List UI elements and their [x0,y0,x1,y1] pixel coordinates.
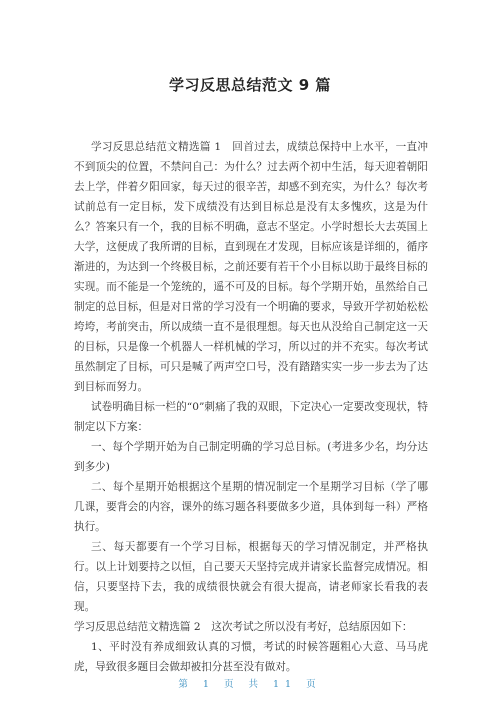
paragraph-4: 二、每个星期开始根据这个星期的情况制定一个星期学习目标（学了哪几课，要背会的内容，课外的练习题各科要做多少道，具体到每一科）严格执行。 [74,481,428,533]
paragraph-2: 试卷明确目标一栏的“0”刺痛了我的双眼，下定决心一定要改变现状，特制定以下方案： [74,401,428,433]
paragraph-6: 学习反思总结范文精选篇 2 这次考试之所以没有考好，总结原因如下： [74,621,413,633]
footer-middle: 页 共 [223,679,264,690]
document-body [74,137,428,677]
page-footer [0,676,500,690]
footer-total-pages: 11 [273,679,298,690]
paragraph-1: 学习反思总结范文精选篇 1 回首过去，成绩总保持中上水平，一直冲不到顶尖的位置，不禁问自己：为什么？过去两个初中生活，每天迎着朝阳去上学，伴着夕阳回家，每天过的很辛苦，却感不到充实，为什么？每次考试前总有一定目标，发下成绩没有达到目标总是没有太多愧疚，这是为什么？答案只有一个，我的目标不明确，意志不坚定。小学时想长大去英国上大学，这便成了我所谓的目标，直到现在才发现，目标应该是详细的，循序渐进的，为达到一个终极目标，之前还要有若干个小目标以助于最终目标的实现。而不能是一个笼统的，遥不可及的目标。每个学期开始，虽然给自己制定的总目标，但是对日常的学习没有一个明确的要求，导致开学初始松松垮垮，考前突击，所以成绩一直不是很理想。每天也从没给自己制定这一天的目标，只是像一个机器人一样机械的学习，所以过的并不充实。每次考试虽然制定了目标，可只是喊了两声空口号，没有踏踏实实一步一步去为了达到目标而努力。 [74,141,428,393]
footer-suffix: 页 [306,679,322,690]
paragraph-3: 一、每个学期开始为自己制定明确的学习总目标。(考进多少名，均分达到多少) [74,441,428,473]
footer-page-number: 1 [202,679,215,690]
document-title: 学习反思总结范文 9 篇 [169,76,331,94]
paragraph-7: 1、平时没有养成细致认真的习惯，考试的时候答题粗心大意、马马虎虎，导致很多题目会做却被扣分甚至没有做对。 [74,641,428,673]
paragraph-5: 三、每天都要有一个学习目标，根据每天的学习情况制定，并严格执行。以上计划要持之以恒，自己要天天坚持完成并请家长监督完成情况。相信，只要坚持下去，我的成绩很快就会有很大提高，请老师家长看我的表现。 [74,541,428,613]
footer-prefix: 第 [178,679,194,690]
